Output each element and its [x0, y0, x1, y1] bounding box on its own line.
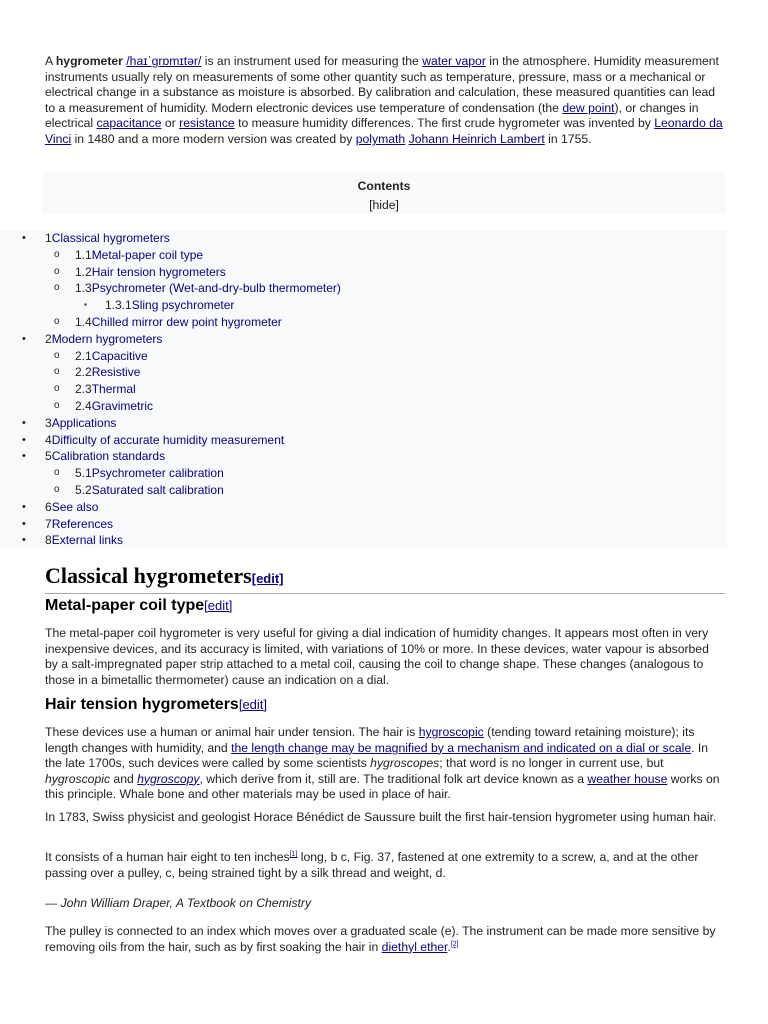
section-title: Classical hygrometers — [45, 563, 252, 588]
body-text: long, b c, Fig. 37, fastened at one extremity to a screw, a, and at the other passing over a pulley, c, being strained tight by a silk thread and weight, d. — [45, 850, 699, 880]
bullet-icon: o — [54, 315, 60, 327]
link-length-change[interactable]: the length change may be magnified by a mechanism and indicated on a dial or scale — [231, 740, 692, 755]
toc-number: 2.1 — [75, 348, 92, 363]
body-text: works on this principle. Whale bone and other materials may be used in place of hair. — [45, 771, 720, 802]
edit-link[interactable]: [edit] — [238, 697, 268, 712]
toc-number: 2.3 — [75, 382, 92, 397]
intro-paragraph — [45, 54, 725, 148]
bullet-icon: ▪ — [84, 300, 87, 310]
toc-title: Contents — [357, 179, 411, 193]
toc-number: 2.2 — [75, 365, 92, 380]
hair-paragraph-2: In 1783, Swiss physicist and geologist Horace Bénédict de Saussure built the first hair-tension hygrometer using human hair. — [45, 810, 717, 824]
toc-link[interactable]: Capacitive — [91, 348, 148, 363]
bullet-icon: o — [54, 366, 60, 378]
toc-number: 1.1 — [75, 247, 92, 262]
intro-text: A — [45, 54, 56, 68]
toc-number: 1 — [45, 231, 52, 245]
toc-item[interactable] — [0, 398, 727, 415]
toc-item[interactable] — [0, 381, 727, 398]
bullet-icon: o — [54, 467, 60, 479]
link-hygroscopic[interactable]: hygroscopic — [418, 725, 484, 739]
toc-number: 1.2 — [75, 264, 92, 279]
toc-item[interactable] — [0, 448, 727, 465]
toc-item[interactable] — [0, 230, 727, 247]
heading-hair-tension — [45, 695, 725, 715]
bullet-icon: o — [54, 282, 60, 294]
toc-item[interactable] — [0, 465, 727, 482]
link-diethyl-ether[interactable]: diethyl ether — [381, 939, 448, 954]
toc-link[interactable]: External links — [51, 533, 124, 548]
quote-attribution: — John William Draper, A Textbook on Chemistry — [45, 896, 312, 910]
hair-paragraph-4 — [45, 924, 725, 955]
toc-number: 1.4 — [75, 314, 92, 329]
section-title: Metal-paper coil type — [45, 597, 205, 614]
toc-link[interactable]: Modern hygrometers — [51, 331, 163, 346]
toc-header — [43, 171, 725, 214]
body-text: These devices use a human or animal hair under tension. The hair is — [45, 725, 419, 739]
toc-item[interactable] — [0, 516, 727, 533]
body-text: , which derive from it, still are. The traditional folk art device known as a — [199, 771, 588, 786]
toc-link[interactable]: Sling psychrometer — [131, 298, 235, 313]
toc-number: 4 — [45, 432, 52, 447]
toc-item[interactable] — [0, 499, 727, 516]
toc-number: 5.1 — [75, 466, 92, 481]
body-text: (tending toward retaining moisture); its length changes with humidity, and — [45, 725, 695, 755]
bullet-icon: • — [22, 450, 26, 463]
intro-term: hygrometer — [55, 54, 123, 68]
toc-item[interactable] — [0, 432, 727, 449]
reference-link[interactable]: [2] — [450, 940, 459, 948]
emphasis-hygroscopes: hygroscopes — [370, 756, 440, 771]
toc-item[interactable] — [0, 247, 727, 264]
toc-link[interactable]: See also — [51, 499, 99, 514]
toc-link[interactable]: Calibration standards — [51, 449, 166, 464]
intro-text: in the atmosphere. Humidity measurement instruments usually rely on measurements of some other quantity such as temperature, pressure, mass or a mechanical or electrical change in a substance as moisture is absorbed. By calibration and calculation, these measured quantities can lead to a measurement of humidity. Modern electronic devices use temperature of condensation (the — [45, 54, 719, 115]
bullet-icon: • — [22, 332, 26, 345]
toc-link[interactable]: Difficulty of accurate humidity measurement — [51, 432, 285, 447]
bullet-icon: o — [54, 483, 60, 495]
bullet-icon: • — [22, 500, 26, 513]
toc-item[interactable] — [0, 532, 727, 549]
toc-number: 8 — [45, 533, 52, 548]
bullet-icon: o — [54, 399, 60, 411]
toc-number: 2 — [45, 331, 52, 346]
body-text: . — [447, 939, 451, 954]
toc-item[interactable] — [0, 297, 727, 314]
toc-number: 5 — [45, 449, 52, 464]
body-text: The pulley is connected to an index which moves over a graduated scale (e). The instrument can be made more sensitive by removing oils from the hair, such as by first soaking the hair in — [45, 924, 716, 954]
link-resistance[interactable]: resistance — [179, 116, 235, 131]
toc-item[interactable] — [0, 348, 727, 365]
link-weather-house[interactable]: weather house — [587, 771, 668, 786]
bullet-icon: • — [22, 433, 26, 446]
toc-number: 1.3.1 — [105, 298, 132, 313]
edit-link[interactable]: [edit] — [251, 571, 284, 586]
bullet-icon: o — [54, 265, 60, 277]
toc-link[interactable]: Thermal — [91, 382, 136, 397]
body-text: and — [110, 771, 138, 786]
toc-link[interactable]: References — [51, 516, 114, 531]
toc-number: 2.4 — [75, 398, 92, 413]
body-text: ; that word is no longer in current use, but — [439, 756, 664, 771]
link-polymath[interactable]: polymath — [355, 131, 406, 146]
toc-link[interactable]: Applications — [51, 415, 117, 430]
toc-number: 1.3 — [75, 281, 92, 296]
toc-number: 5.2 — [75, 482, 92, 497]
toc-number: 6 — [45, 499, 52, 514]
link-water-vapor[interactable]: water vapor — [422, 54, 486, 68]
bullet-icon: • — [22, 534, 26, 547]
bullet-icon: • — [22, 517, 26, 530]
toc-link[interactable]: Resistive — [91, 365, 141, 380]
bullet-icon: o — [54, 248, 60, 260]
toc-link[interactable]: Psychrometer (Wet-and-dry-bulb thermometer) — [91, 281, 341, 296]
toc-number: 7 — [45, 516, 52, 531]
intro-text: in 1755. — [544, 131, 592, 146]
reference-link[interactable]: [1] — [289, 850, 298, 858]
heading-classical-hygrometers — [45, 562, 725, 594]
edit-link[interactable]: [edit] — [204, 598, 233, 613]
toc-item[interactable] — [0, 364, 727, 381]
toc-item[interactable] — [0, 314, 727, 331]
toc-link[interactable]: Chilled mirror dew point hygrometer — [91, 314, 282, 329]
intro-text: or — [161, 116, 180, 131]
ipa-link[interactable]: /haɪˈɡrɒmɪtər/ — [126, 54, 202, 68]
toc-link[interactable]: Metal-paper coil type — [91, 247, 204, 262]
toc-number: 3 — [45, 415, 52, 430]
toc-item[interactable] — [0, 415, 727, 432]
toc-link[interactable]: Saturated salt calibration — [91, 482, 224, 497]
link-capacitance[interactable]: capacitance — [96, 116, 162, 131]
heading-metal-paper-coil — [45, 596, 725, 616]
toc-link[interactable]: Hair tension hygrometers — [91, 264, 226, 279]
toc-item[interactable] — [0, 482, 727, 499]
section-title: Hair tension hygrometers — [45, 696, 239, 713]
hair-paragraph-1 — [45, 725, 725, 803]
link-hygroscopy[interactable]: hygroscopy — [137, 771, 200, 786]
link-johann-heinrich-lambert[interactable]: Johann Heinrich Lambert — [408, 131, 545, 146]
bullet-icon: • — [22, 232, 26, 244]
toc-link[interactable]: Psychrometer calibration — [91, 466, 224, 481]
toc-item[interactable] — [0, 331, 727, 348]
link-dew-point[interactable]: dew point — [562, 100, 615, 115]
link-leonardo-da-vinci[interactable]: Leonardo da Vinci — [45, 116, 723, 146]
intro-text: ), or changes in electrical — [45, 100, 699, 131]
hair-paragraph-3 — [45, 850, 725, 881]
emphasis-hygroscopic: hygroscopic — [45, 771, 111, 786]
toc-link[interactable]: Classical hygrometers — [51, 231, 170, 245]
intro-text: to measure humidity differences. The first crude hygrometer was invented by — [234, 116, 655, 131]
bullet-icon: o — [54, 349, 60, 361]
bullet-icon: • — [22, 416, 26, 429]
bullet-icon: o — [54, 383, 60, 395]
intro-text: is an instrument used for measuring the — [201, 54, 423, 68]
toc-list — [0, 230, 727, 549]
body-text: . In the late 1700s, such devices were called by some scientists — [45, 740, 709, 771]
toc-item[interactable] — [0, 280, 727, 297]
body-text: It consists of a human hair eight to ten inches — [45, 850, 290, 864]
metal-paper-paragraph: The metal-paper coil hygrometer is very useful for giving a dial indication of humidity changes. It appears most often in very inexpensive devices, and its accuracy is limited, with variations of 10% or more. In these devices, water vapour is absorbed by a salt-impregnated paper strip attached to a metal coil, causing the coil to change shape. These changes (analogous to those in a bimetallic thermometer) cause an indication on a dial. — [45, 626, 709, 687]
intro-text: in 1480 and a more modern version was created by — [71, 131, 356, 146]
toc-hide-toggle[interactable]: [hide] — [369, 198, 399, 212]
toc-item[interactable] — [0, 264, 727, 281]
toc-link[interactable]: Gravimetric — [91, 398, 154, 413]
